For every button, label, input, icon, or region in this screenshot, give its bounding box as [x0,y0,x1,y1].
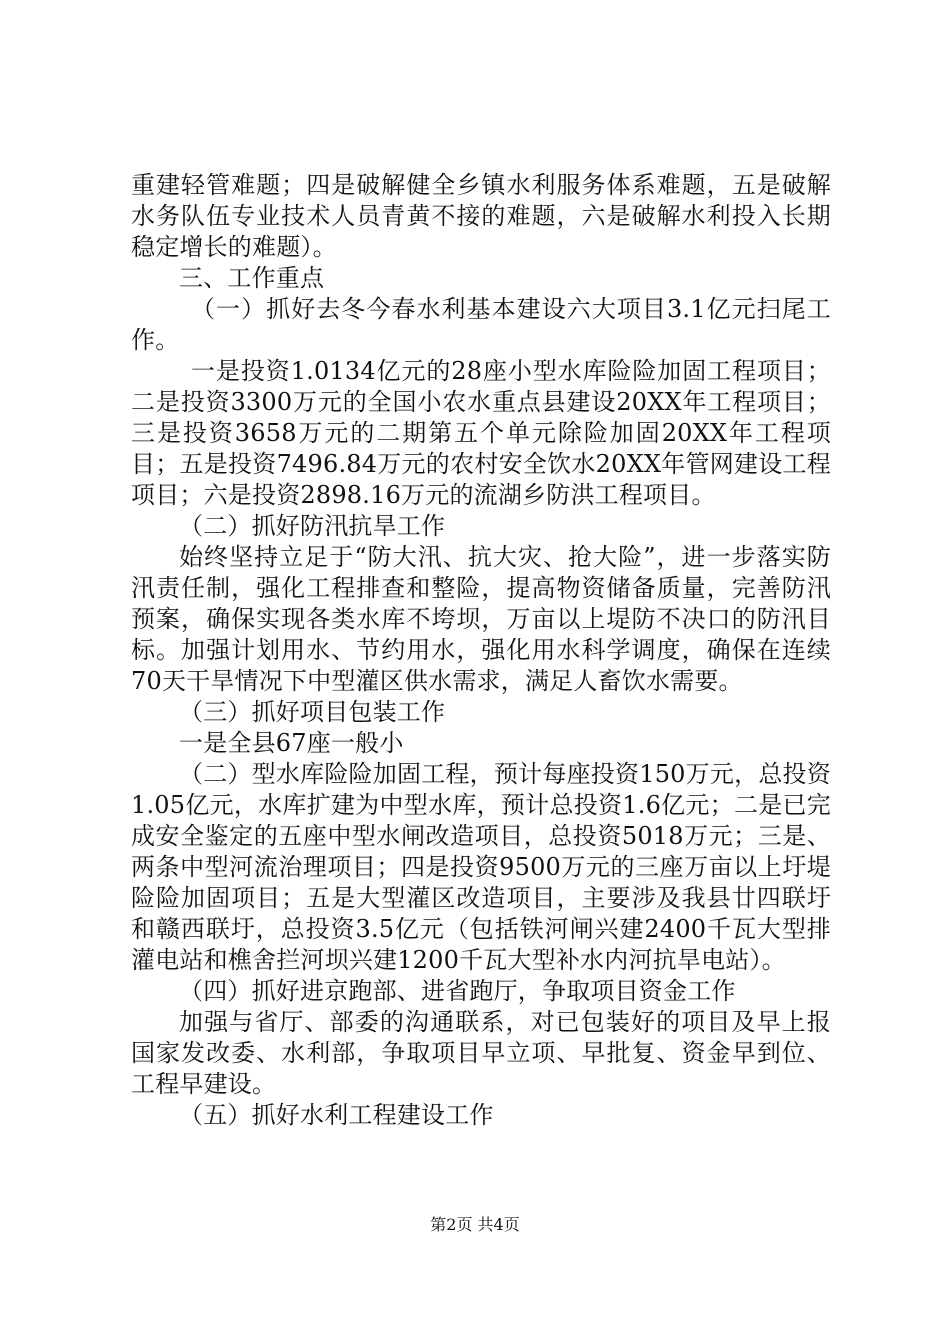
document-body [131,170,831,1131]
paragraph-projects: 一是投资1.0134亿元的28座小型水库险险加固工程项目；二是投资3300万元的全国小农水重点县建设20XX年工程项目；三是投资3658万元的二期第五个单元除险加固20XX年工程项目；五是投资7496.84万元的农村安全饮水20XX年管网建设工程项目；六是投资2898.16万元的流湖乡防洪工程项目。 [131,357,831,509]
page-number-footer: 第2页 共4页 [430,1215,520,1234]
paragraph-continuation: 重建轻管难题；四是破解健全乡镇水利服务体系难题，五是破解水务队伍专业技术人员青黄不接的难题，六是破解水利投入长期稳定增长的难题）。 [131,171,831,261]
subheading-4: （四）抓好进京跑部、进省跑厅，争取项目资金工作 [179,977,736,1005]
subheading-3: （三）抓好项目包装工作 [179,698,446,726]
paragraph-reservoir-intro: 一是全县67座一般小 [179,729,404,757]
subheading-2: （二）抓好防汛抗旱工作 [179,512,446,540]
subheading-5: （五）抓好水利工程建设工作 [179,1101,494,1129]
subheading-1: （一）抓好去冬今春水利基本建设六大项目3.1亿元扫尾工作。 [131,295,831,354]
paragraph-reservoir-details: （二）型水库险险加固工程，预计每座投资150万元，总投资1.05亿元，水库扩建为中型水库，预计总投资1.6亿元；二是已完成安全鉴定的五座中型水闸改造项目，总投资5018万元；三是、两条中型河流治理项目；四是投资9500万元的三座万亩以上圩堤险险加固项目；五是大型灌区改造项目，主要涉及我县廿四联圩和赣西联圩，总投资3.5亿元（包括铁河闸兴建2400千瓦大型排灌电站和樵舍拦河坝兴建1200千瓦大型补水内河抗旱电站）。 [131,760,831,974]
paragraph-communication: 加强与省厅、部委的沟通联系，对已包装好的项目及早上报国家发改委、水利部，争取项目早立项、早批复、资金早到位、工程早建设。 [131,1008,831,1098]
paragraph-flood-control: 始终坚持立足于“防大汛、抗大灾、抢大险”，进一步落实防汛责任制，强化工程排查和整险，提高物资储备质量，完善防汛预案，确保实现各类水库不垮坝，万亩以上堤防不决口的防汛目标。加强计划用水、节约用水，强化用水科学调度，确保在连续70天干旱情况下中型灌区供水需求，满足人畜饮水需要。 [131,543,831,695]
section-heading-work-focus: 三、工作重点 [179,264,325,292]
